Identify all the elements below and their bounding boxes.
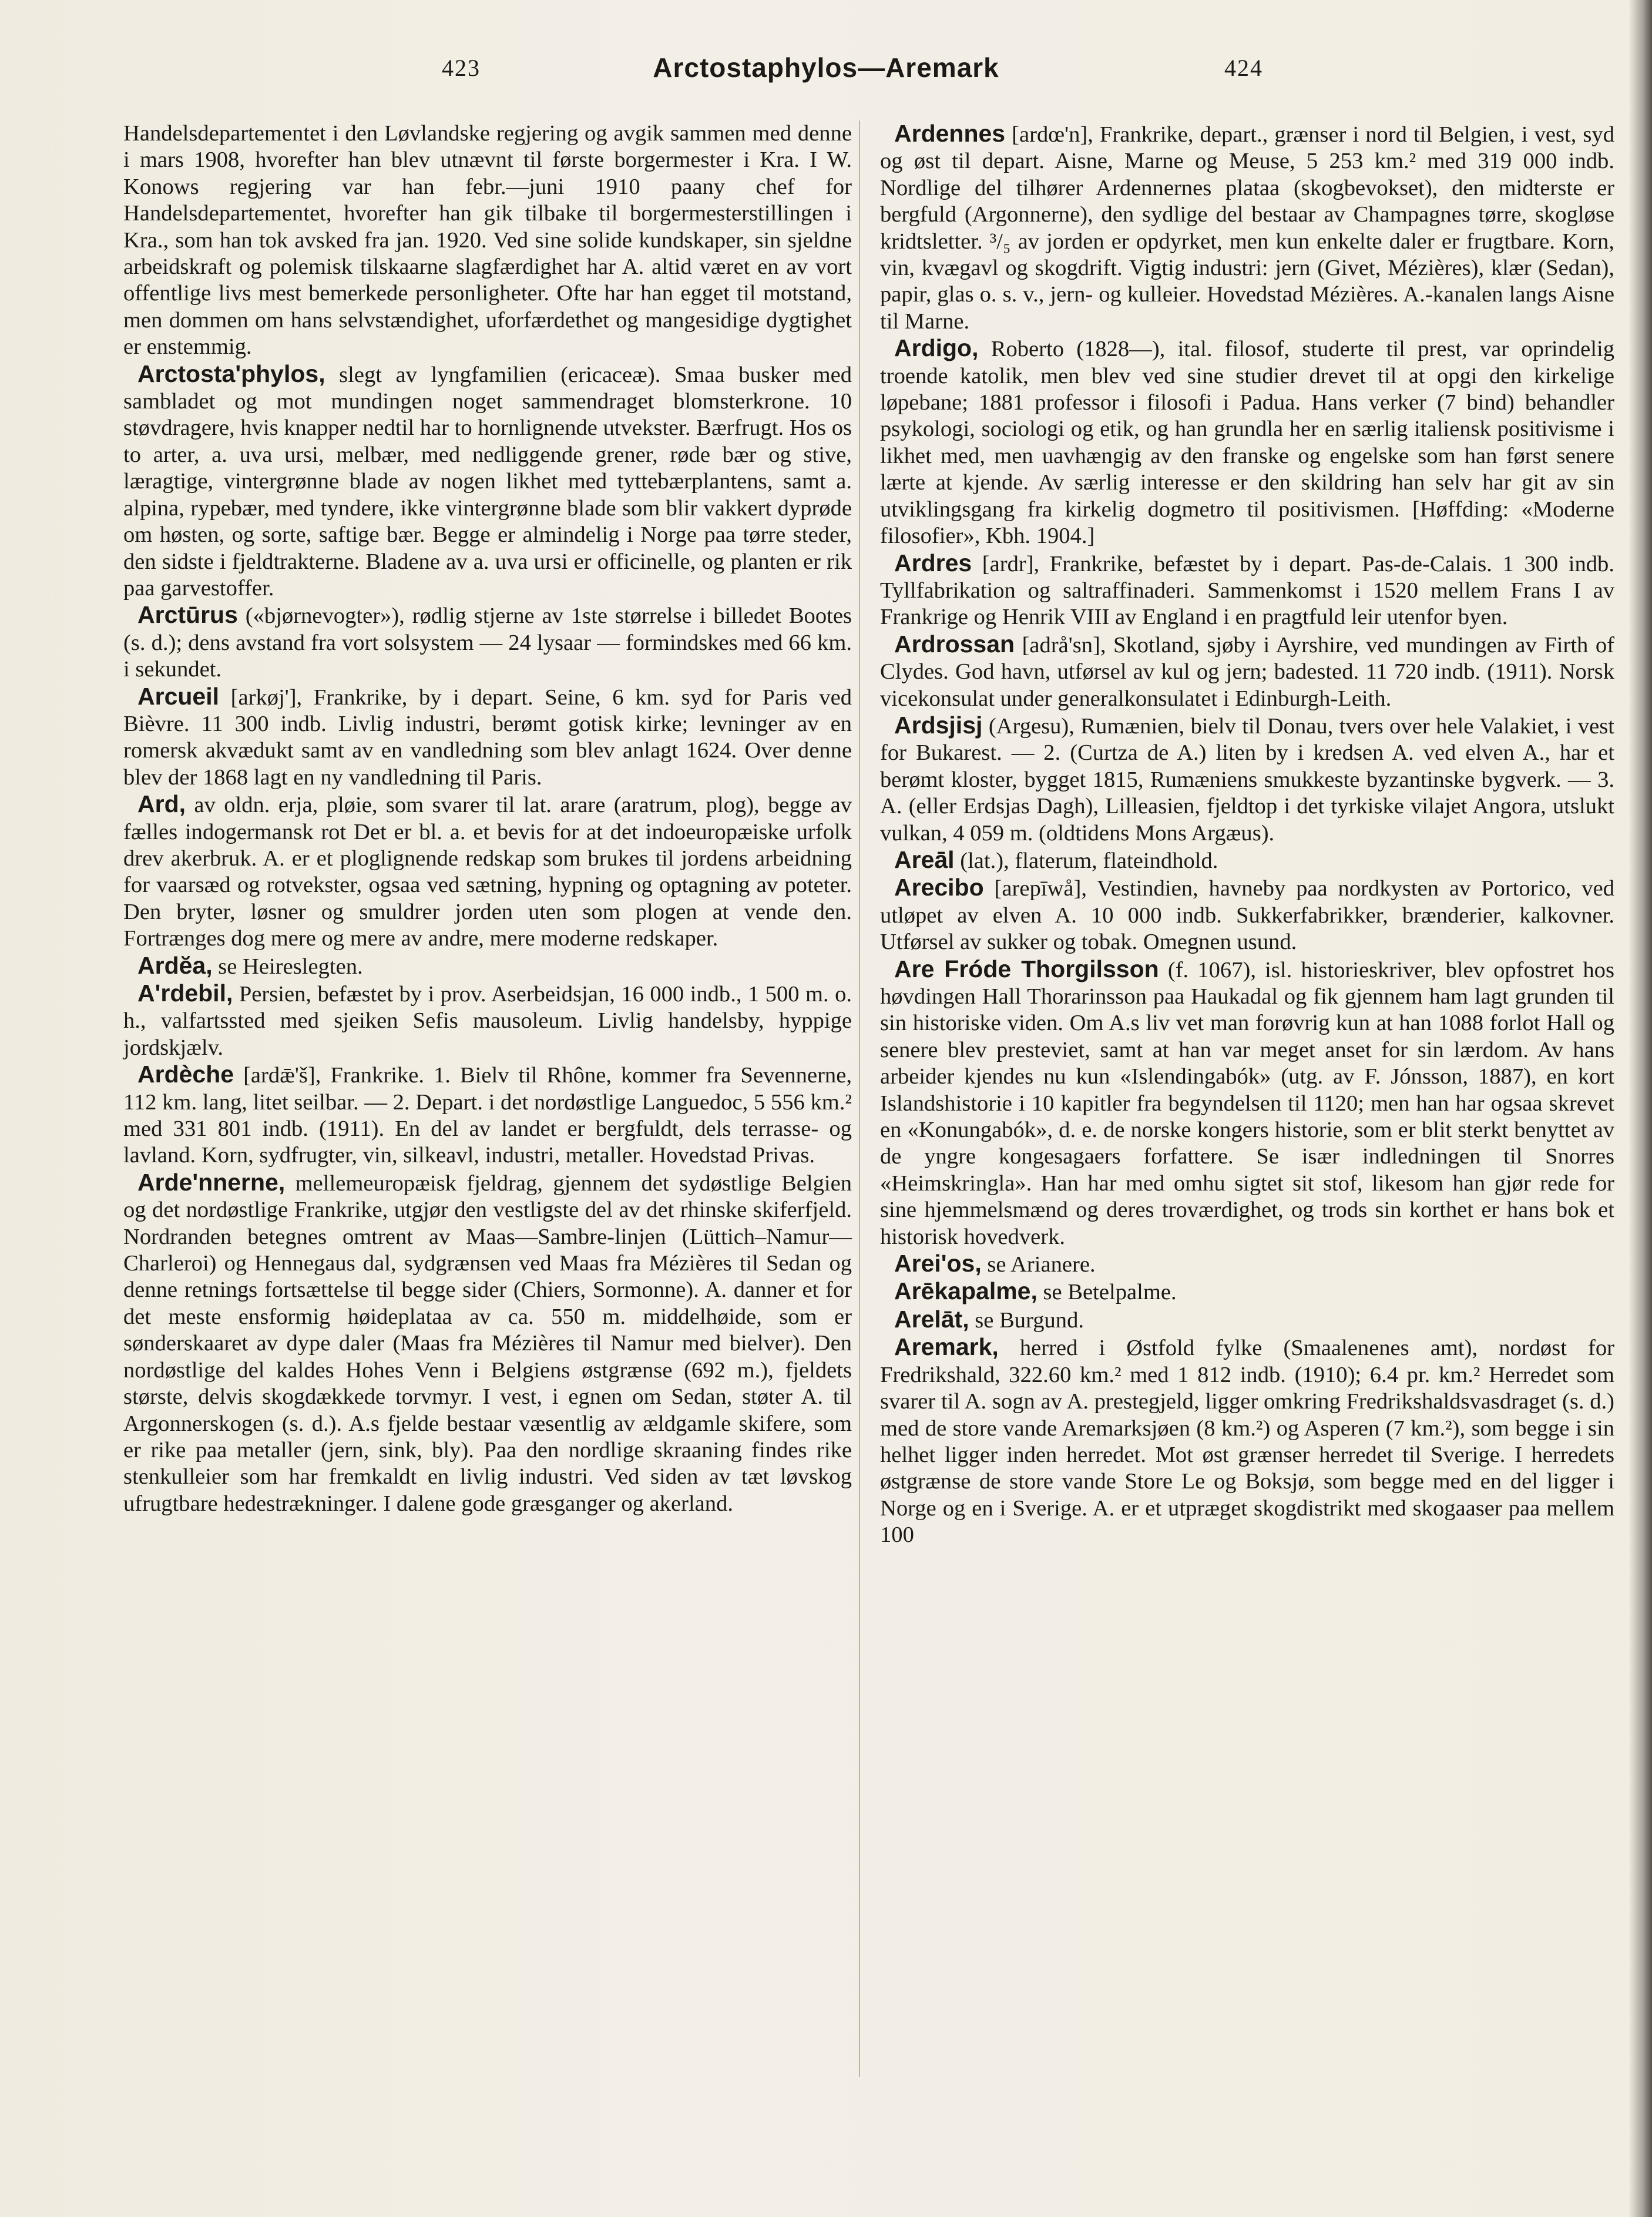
entry-ardebil: A'rdebil, Persien, befæstet by i prov. Aserbeidsjan, 16 000 indb., 1 500 m. o. h., valfartssted med sjeiken Sefis mausoleum. Livlig handelsby, hyppige jordskjælv. <box>123 980 852 1060</box>
headword: Arctosta'phylos, <box>137 360 325 387</box>
headword: Areāl <box>894 846 955 873</box>
headword: Arecibo <box>894 874 984 901</box>
headword: Arelāt, <box>894 1305 969 1333</box>
entry-ardres: Ardres [ardr], Frankrike, befæstet by i depart. Pas-de-Calais. 1 300 indb. Tyllfabrikation og saltraffinaderi. Sammenkomst i 1520 mellem Frans I av Frankrige og Henrik VIII av England i en pragtfuld leir utenfor byen. <box>880 549 1614 630</box>
headword: Ardigo, <box>894 334 979 362</box>
headword: Arēkapalme, <box>894 1277 1037 1305</box>
page-number-left: 423 <box>442 55 481 81</box>
entry-continuation: Handelsdepartementet i den Løvlandske regjering og avgik sammen med denne i mars 1908, hvorefter han blev utnævnt til første borgermester i Kra. I W. Konows regjering var han febr.—juni 1910 paany chef for Handelsdepartementet, hvorefter han gik tilbake til borgermesterstillingen i Kra., som han tok avsked fra jan. 1920. Ved sine solide kundskaper, sin sjeldne arbeidskraft og polemisk tilskaarne slagfærdighet har A. altid været en av vort offentlige livs mest bemerkede personligheter. Ofte har han egget til motstand, men dommen om hans selvstændighet, uforfærdethet og mangesidige dygtighet er enstemmig. <box>123 121 852 360</box>
entry-arekapalme: Arēkapalme, se Betelpalme. <box>880 1278 1614 1306</box>
page-edge-shadow <box>1629 0 1652 2217</box>
entry-ardennes: Ardennes [ardœ'n], Frankrike, depart., grænser i nord til Belgien, i vest, syd og øst til depart. Aisne, Marne og Meuse, 5 253 km.² med 319 000 indb. Nordlige del tilhører Ardennernes plataa (skogbevokset), den midterste er bergfuld (Argonnerne), den sydlige del bestaar av Champagnes tørre, skogløse kridtsletter. ³/₅ av jorden er opdyrket, men kun enkelte daler er frugtbare. Korn, vin, kvægavl og skogdrift. Vigtig industri: jern (Givet, Mézières), klær (Sedan), papir, glas o. s. v., jern- og kulleier. Hovedstad Mézières. A.-kanalen langs Aisne til Marne. <box>880 120 1614 334</box>
entry-arelat: Arelāt, se Burgund. <box>880 1306 1614 1334</box>
headword: Ard, <box>137 790 186 818</box>
headword: Ardennes <box>894 120 1006 147</box>
entry-ardrossan: Ardrossan [adrå'sn], Skotland, sjøby i Ayrshire, ved mundingen av Firth of Clydes. God havn, utførsel av kul og jern; badested. 11 720 indb. (1911). Norsk vicekonsulat under generalkonsulatet i Edinburgh-Leith. <box>880 630 1614 711</box>
entry-arcueil: Arcueil [arkøj'], Frankrike, by i depart. Seine, 6 km. syd for Paris ved Bièvre. 11 300 indb. Livlig industri, berømt gotisk kirke; levninger av en romersk akvædukt samt av en vandledning som blev anlagt 1624. Over denne blev der 1868 lagt en ny vandledning til Paris. <box>123 682 852 790</box>
entry-arcturus: Arctūrus («bjørnevogter»), rødlig stjerne av 1ste størrelse i billedet Bootes (s. d.); dens avstand fra vort solsystem — 24 lysaar — formindskes med 66 km. i sekundet. <box>123 601 852 682</box>
headword: Ardèche <box>137 1061 234 1088</box>
headword: Ardsjisj <box>894 711 983 739</box>
entry-aremark: Aremark, herred i Østfold fylke (Smaalenenes amt), nordøst for Fredrikshald, 322.60 km.² med 1 812 indb. (1910); 6.4 pr. km.² Herredet som svarer til A. sogn av A. prestegjeld, ligger omkring Fredrikshaldsvasdraget (s. d.) med de store vande Aremarksjøen (8 km.²) og Asperen (7 km.²), som begge i sin helhet ligger inden herredet. Mot øst grænser herredet til Sverige. I herredets østgrænse de store vande Store Le og Boksjø, som begge med en del ligger i Norge og en i Sverige. A. er et utpræget skogdistrikt med skogaaser paa mellem 100 <box>880 1333 1614 1548</box>
entry-areios: Arei'os, se Arianere. <box>880 1250 1614 1278</box>
right-column <box>880 120 1614 1549</box>
headword: Ardres <box>894 549 972 576</box>
headword: Arcueil <box>137 682 219 710</box>
page-number-right: 424 <box>1224 55 1263 81</box>
entry-ardsjisj: Ardsjisj (Argesu), Rumænien, bielv til Donau, tvers over hele Valakiet, i vest for Bukarest. — 2. (Curtza de A.) liten by i kredsen A. ved elven A., har et berømt kloster, bygget 1815, Rumæniens smukkeste byzantinske bygverk. — 3. A. (eller Erdsjas Dagh), Lilleasien, fjeldtop i det tyrkiske vilajet Angora, utslukt vulkan, 4 059 m. (oldtidens Mons Argæus). <box>880 711 1614 846</box>
entry-ardeche: Ardèche [ardǣ'š], Frankrike. 1. Bielv til Rhône, kommer fra Sevennerne, 112 km. lang, litet seilbar. — 2. Depart. i det nordøstlige Languedoc, 5 556 km.² med 331 801 indb. (1911). En del av landet er bergfuldt, dels terrasse- og lavland. Korn, sydfrugter, vin, silkeavl, industri, metaller. Hovedstad Privas. <box>123 1061 852 1168</box>
entry-areal: Areāl (lat.), flaterum, flateindhold. <box>880 847 1614 874</box>
headword: Arde'nnerne, <box>137 1168 286 1196</box>
entry-ardigo: Ardigo, Roberto (1828—), ital. filosof, studerte til prest, var oprindelig troende katolik, men blev ved sine studier drevet til at opgi den kirkelige løpebane; 1881 professor i filosofi i Padua. Hans verker (7 bind) behandler psykologi, sociologi og etik, og han grundla her en særlig italiensk positivisme i likhet med, men uavhængig av den franske og engelske som han først senere lærte at kjende. Av særlig interesse er den skildring han selv har git av sin utviklingsgang fra kirkelig dogmetro til positivismen. [Høffding: «Moderne filosofier», Kbh. 1904.] <box>880 334 1614 549</box>
headword: Aremark, <box>894 1333 999 1361</box>
column-divider <box>859 120 860 2077</box>
headword: Arei'os, <box>894 1250 982 1277</box>
entry-arctostaphylos: Arctosta'phylos, slegt av lyngfamilien (ericaceæ). Smaa busker med sambladet og mot mundingen noget sammendraget blomsterkrone. 10 støvdragere, hvis knapper nedtil har to hornlignende utvekster. Bærfrugt. Hos os to arter, a. uva ursi, melbær, med nedliggende grener, røde bær og stive, læragtige, vintergrønne blade av nogen likhet med tyttebærplantens, samt a. alpina, rypebær, med tyndere, ikke vintergrønne blade som blir vakkert dyprøde om høsten, og sorte, saftige bær. Begge er almindelig i Norge paa tørre steder, den sidste i fjeldtrakterne. Bladene av a. uva ursi er officinelle, og planten er rik paa garvestoffer. <box>123 360 852 601</box>
left-column <box>123 120 852 1517</box>
running-header <box>0 54 1652 95</box>
running-title: Arctostaphylos—Aremark <box>653 52 999 83</box>
headword: Are Fróde Thorgilsson <box>894 955 1159 982</box>
entry-ard: Ard, av oldn. erja, pløie, som svarer til lat. arare (aratrum, plog), begge av fælles indogermansk rot Det er bl. a. et bevis for at det indoeuropæiske urfolk drev akerbruk. A. er et ploglignende redskap som brukes til jordens arbeidning for vaarsæd og rotvekster, ogsaa ved sætning, hypning og optagning av poteter. Den bryter, løsner og smuldrer jorden uten som plogen at vende den. Fortrænges dog mere og mere av andre, mere moderne redskaper. <box>123 790 852 951</box>
headword: Arctūrus <box>137 601 238 629</box>
headword: Ardrossan <box>894 630 1015 658</box>
headword: Ardĕa, <box>137 951 213 979</box>
entry-arecibo: Arecibo [arepīwå], Vestindien, havneby paa nordkysten av Portorico, ved utløpet av elven A. 10 000 indb. Sukkerfabrikker, brænderier, kalkovner. Utførsel av sukker og tobak. Omegnen usund. <box>880 874 1614 955</box>
entry-ardennerne: Arde'nnerne, mellemeuropæisk fjeldrag, gjennem det sydøstlige Belgien og det nordøstlige Frankrike, utgjør den vestligste del av det rhinske skiferfjeld. Nordranden betegnes omtrent av Maas—Sambre-linjen (Lüttich–Namur—Charleroi) og Hennegaus dal, sydgrænsen ved Maas fra Mézières til Sedan og denne retnings fortsættelse til begge sider (Chiers, Sormonne). A. danner et for det meste ensformig høideplataa av ca. 550 m. middelhøide, som er sønderskaaret av dype daler (Maas fra Mézières til Namur med bielver). Den nordøstlige del kaldes Hohes Venn i Belgiens østgrænse (692 m.), fjeldets største, delvis skogdækkede torvmyr. I vest, i egnen om Sedan, støter A. til Argonnerskogen (s. d.). A.s fjelde bestaar væsentlig av ældgamle skifere, som er rike paa metaller (jern, sink, bly). Paa den nordlige skraaning findes rike stenkulleier som har fremkaldt en livlig industri. Ved siden av tæt løvskog ufrugtbare hedestrækninger. I dalene gode græsganger og akerland. <box>123 1168 852 1516</box>
entry-ardea: Ardĕa, se Heireslegten. <box>123 952 852 980</box>
headword: A'rdebil, <box>137 980 233 1007</box>
entry-are-frode: Are Fróde Thorgilsson (f. 1067), isl. historieskriver, blev opfostret hos høvdingen Hall Thorarinsson paa Haukadal og fik gjennem ham lagt grunden til sin historiske viden. Om A.s liv vet man forøvrig kun at han 1088 forlot Hall og senere blev presteviet, samt at han var meget anset for sin lærdom. Av hans arbeider kjendes nu kun «Islendingabók» (utg. av F. Jónsson, 1887), en kort Islandshistorie i 10 kapitler fra begyndelsen til 1120; men han har ogsaa skrevet en «Konungabók», d. e. de norske kongers historie, som er blit sterkt benyttet av de yngre kongesagaers forfattere. Se især indledningen til Snorres «Heimskringla». Han har med omhu sigtet sit stof, likesom han gjør rede for sine hjemmelsmænd og deres troværdighet, og trods sin korthet er hans bok et historisk hovedverk. <box>880 955 1614 1249</box>
